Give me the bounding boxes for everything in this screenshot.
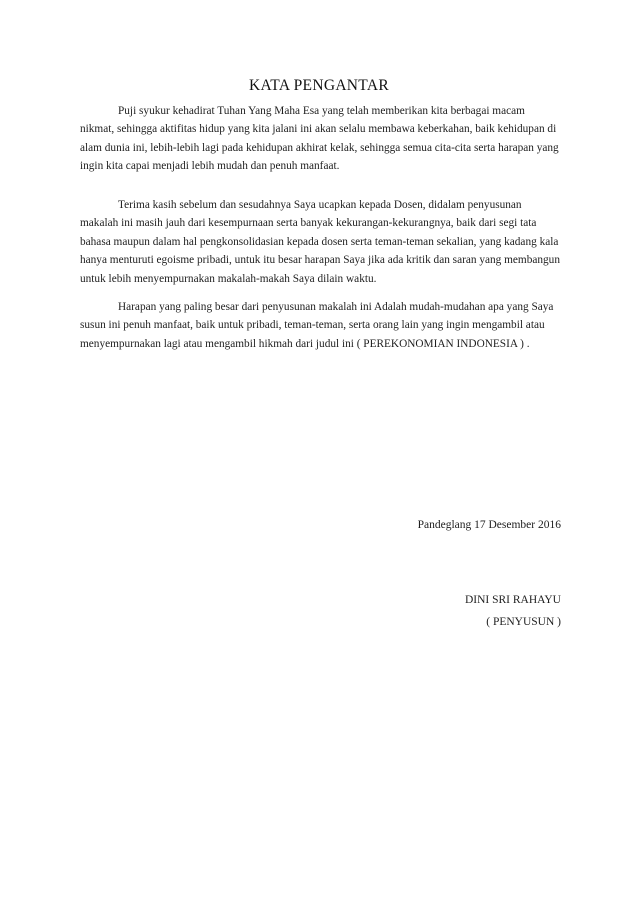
page-title: KATA PENGANTAR [249,77,389,94]
paragraph-thanks: Terima kasih sebelum dan sesudahnya Saya ucapkan kepada Dosen, didalam penyusunan makalah ini masih jauh dari kesempurnaan serta banyak kekurangan-kekurangnya, baik dari segi tata bahasa maupun dalam hal pengkonsolidasian kepada dosen serta teman-teman sekalian, yang kadang kala hanya menturuti egoisme pribadi, untuk itu besar harapan Saya jika ada kritik dan saran yang membangun untuk lebih menyempurnakan makalah-makah Saya dilain waktu. [80,199,560,285]
paragraph-gratitude: Puji syukur kehadirat Tuhan Yang Maha Esa yang telah memberikan kita berbagai macam nikmat, sehingga aktifitas hidup yang kita jalani ini akan selalu membawa keberkahan, baik kehidupan di alam dunia ini, lebih-lebih lagi pada kehidupan akhirat kelak, sehingga semua cita-cita serta harapan yang ingin kita capai menjadi lebih mudah dan penuh manfaat. [80,105,559,173]
author-role: ( PENYUSUN ) [486,616,561,628]
place-date: Pandeglang 17 Desember 2016 [417,519,561,531]
paragraph-hope: Harapan yang paling besar dari penyusunan makalah ini Adalah mudah-mudahan apa yang Saya susun ini penuh manfaat, baik untuk pribadi, teman-teman, serta orang lain yang ingin mengambil atau menyempurnakan lagi atau mengambil hikmah dari judul ini ( PEREKONOMIAN INDONESIA ) . [80,301,554,350]
author-name: DINI SRI RAHAYU [464,594,561,606]
